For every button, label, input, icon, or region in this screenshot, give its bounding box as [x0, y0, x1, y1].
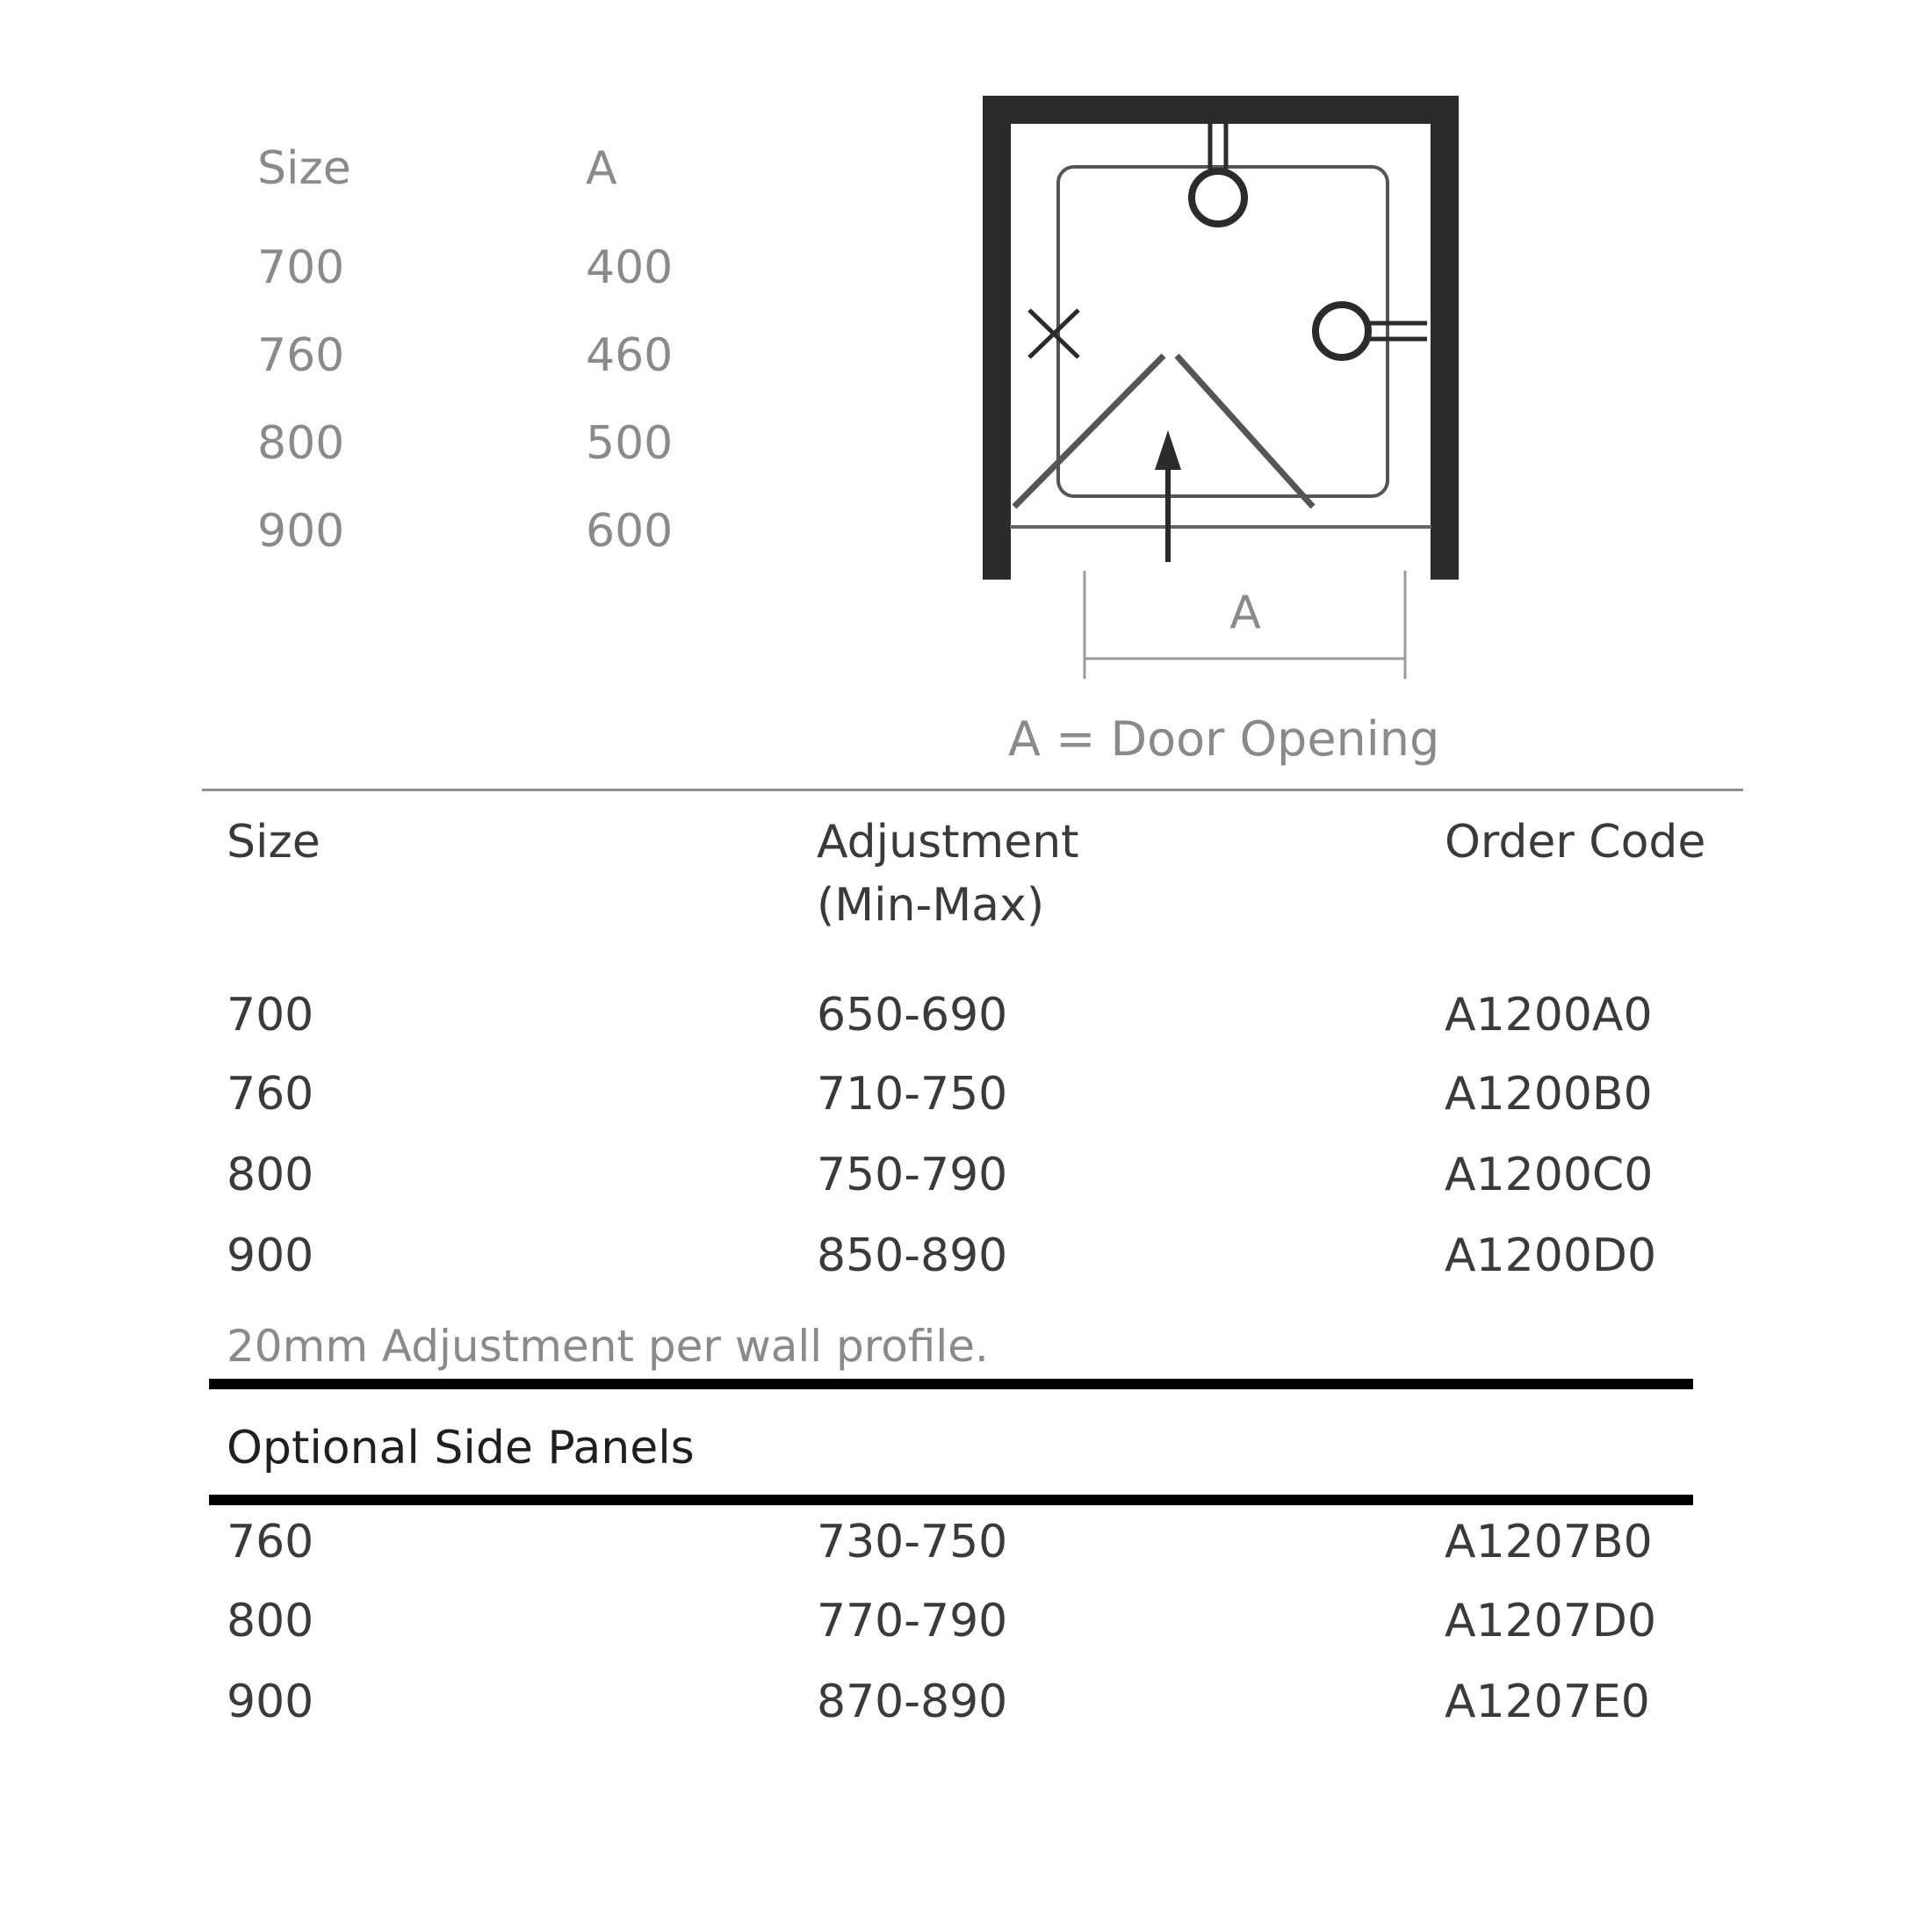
order-table-size-cell: 700 — [227, 989, 314, 1042]
door-table-header-size: Size — [257, 142, 351, 195]
order-table-size-cell: 800 — [227, 1149, 314, 1201]
order-table-size-cell: 760 — [227, 1068, 314, 1121]
door-panel-right — [1177, 356, 1313, 507]
order-table-adjustment-cell: 850-890 — [817, 1229, 1008, 1282]
order-table-header-size: Size — [227, 816, 321, 869]
order-table-header-adjustment-range: (Min-Max) — [817, 879, 1045, 932]
door-table-a-cell: 460 — [586, 329, 674, 382]
dimension-label: A — [1229, 587, 1261, 639]
order-table-adjustment-cell: 750-790 — [817, 1149, 1008, 1201]
order-table-code-cell: A1200D0 — [1445, 1229, 1657, 1282]
side-panels-bottom-rule — [209, 1495, 1693, 1505]
door-table-header-a: A — [586, 142, 617, 195]
order-table-size-cell: 900 — [227, 1229, 314, 1282]
side-panel-size-cell: 900 — [227, 1676, 314, 1728]
top-outlet-circle — [1192, 171, 1244, 224]
door-panel-left — [1014, 356, 1164, 507]
side-panel-adjustment-cell: 730-750 — [817, 1516, 1008, 1568]
order-table-code-cell: A1200B0 — [1445, 1068, 1653, 1121]
entry-arrow-head — [1155, 430, 1181, 470]
order-table-code-cell: A1200A0 — [1445, 989, 1653, 1042]
diagram-caption: A = Door Opening — [1008, 711, 1440, 767]
door-table-size-cell: 700 — [257, 242, 345, 294]
side-panel-size-cell: 800 — [227, 1595, 314, 1647]
order-table-adjustment-cell: 710-750 — [817, 1068, 1008, 1121]
order-table-code-cell: A1200C0 — [1445, 1149, 1654, 1201]
side-panels-top-rule — [209, 1379, 1693, 1389]
side-panels-title: Optional Side Panels — [227, 1422, 695, 1474]
adjustment-note: 20mm Adjustment per wall profile. — [227, 1321, 989, 1372]
side-panel-code-cell: A1207E0 — [1445, 1676, 1650, 1728]
order-table-adjustment-cell: 650-690 — [817, 989, 1008, 1042]
order-table-header-order-code: Order Code — [1445, 816, 1706, 869]
door-table-a-cell: 400 — [586, 242, 674, 294]
door-table-a-cell: 500 — [586, 417, 674, 470]
door-table-a-cell: 600 — [586, 505, 674, 558]
door-table-size-cell: 760 — [257, 329, 345, 382]
table-top-rule — [202, 789, 1743, 791]
side-outlet-circle — [1316, 305, 1368, 357]
shower-enclosure-diagram — [975, 92, 1467, 698]
side-panel-adjustment-cell: 770-790 — [817, 1595, 1008, 1647]
order-table-header-adjustment: Adjustment — [817, 816, 1079, 869]
side-panel-code-cell: A1207D0 — [1445, 1595, 1657, 1647]
side-panel-adjustment-cell: 870-890 — [817, 1676, 1008, 1728]
side-panel-code-cell: A1207B0 — [1445, 1516, 1653, 1568]
door-table-size-cell: 900 — [257, 505, 345, 558]
door-table-size-cell: 800 — [257, 417, 345, 470]
side-panel-size-cell: 760 — [227, 1516, 314, 1568]
